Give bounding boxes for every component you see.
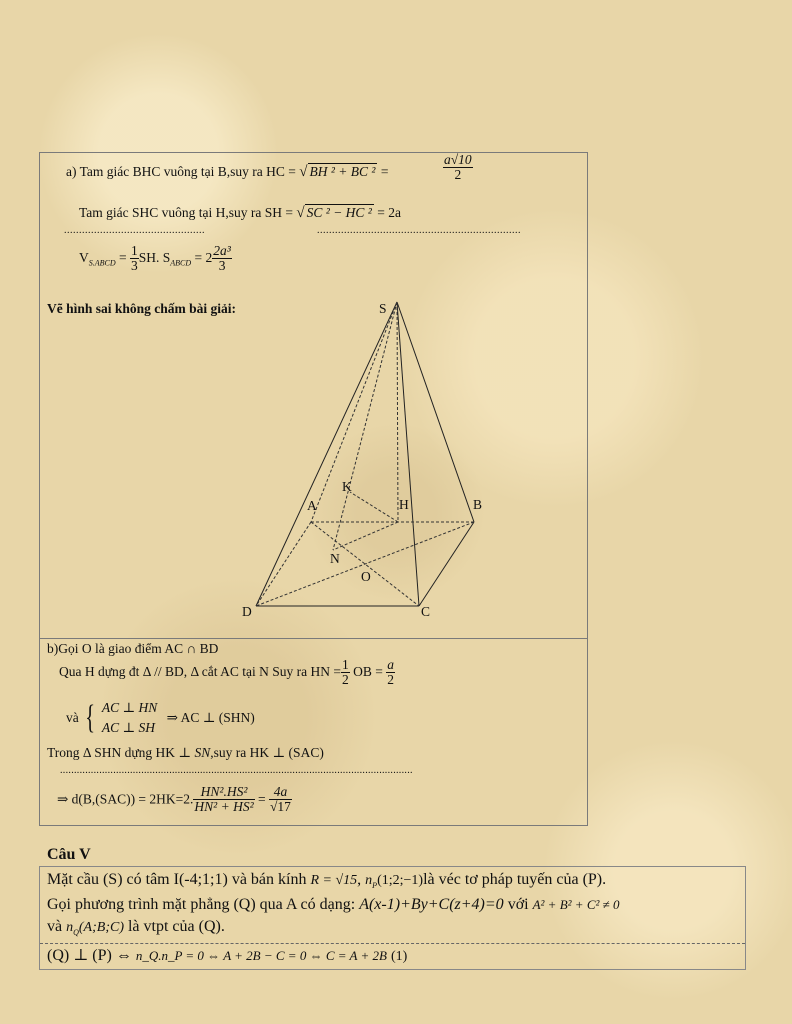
label-H: H xyxy=(399,497,409,512)
label-N: N xyxy=(330,551,340,566)
label-O: O xyxy=(361,569,371,584)
cau-v-line1: Mặt cầu (S) có tâm I(-4;1;1) và bán kính R = √15, $n_P(1;2;-1)là$ véc tơ pháp tuyến của (P). xyxy=(47,871,607,891)
cau-v-line2: Gọi phương trình mặt phẳng (Q) qua A có dạng: A(x-1)+By+C(z+4)=0 với A² + B² + C² ≠ 0 xyxy=(47,896,620,913)
cau-v-heading: Câu V xyxy=(47,846,91,863)
cau-v-line3: và $n_Q(A;B;C)$ là vtpt của (Q). xyxy=(47,918,225,938)
hc-fraction: $\frac{a√10}{2}$ xyxy=(444,152,472,183)
part-b-line4: Trong Δ SHN dựng HK ⊥ SN,suy ra HK ⊥ (SAC) xyxy=(47,745,324,760)
figure-note: Vẽ hình sai không chấm bài giải: xyxy=(47,301,237,316)
part-b-line1: b)Gọi O là giao điểm AC ∩ BD xyxy=(47,641,219,656)
label-K: K xyxy=(342,479,352,494)
cau-v-divider xyxy=(40,943,745,944)
line-HN xyxy=(333,522,398,550)
label-B: B xyxy=(473,497,483,512)
label-C: C xyxy=(421,604,431,619)
edge-SB xyxy=(397,302,474,522)
edge-SA xyxy=(311,302,397,522)
dotted-separator-left: ............................................... xyxy=(64,225,205,236)
cau-v-line4: (Q) ⊥ (P) ⇔ n_Q.n_P = 0 ⇔ A + 2B − C = 0 ⇔ C = A + 2B (1) xyxy=(47,947,408,964)
edge-SN xyxy=(333,302,397,550)
part-b-final: ⇒ d(B,(SAC)) = 2HK=2. $\frac{\text{HN².HS²}}{\text{HN² + HS²}}$ = $\frac{4a}{√17}$ xyxy=(57,784,291,815)
dotted-separator-right: .................................................................... xyxy=(317,225,521,236)
edge-CB xyxy=(419,522,474,606)
part-a-line1: a) Tam giác BHC vuông tại B,suy ra HC = √ BH ² + BC ² = xyxy=(66,164,389,180)
part-b-line2: Qua H dựng đt Δ // BD, Δ cắt AC tại N Suy ra HN = $\frac{1}{2}$ OB = $\frac{a}{2}$ xyxy=(59,657,395,688)
edge-AD xyxy=(256,522,311,606)
label-A: A xyxy=(307,498,317,513)
edge-SC xyxy=(397,302,419,606)
part-a-line2: Tam giác SHC vuông tại H,suy ra SH = √ SC ² − HC ² = 2a xyxy=(79,205,401,221)
label-D: D xyxy=(242,604,252,619)
label-S: S xyxy=(379,301,387,316)
part-b-system: và { AC ⊥ HN AC ⊥ SH ⇒ AC ⊥ (SHN) xyxy=(66,699,255,736)
line-HK xyxy=(350,492,398,522)
dotted-separator-b: .............................................................................................................................. xyxy=(60,765,413,776)
volume-formula: $V_{S.ABCD}$ = $\frac{1}{3}$ SH. $S_{ABCD} = 2$ $\frac{\text{2a³}}{3}$ xyxy=(79,243,231,274)
edge-SD xyxy=(256,302,397,606)
edge-SH xyxy=(397,302,398,522)
